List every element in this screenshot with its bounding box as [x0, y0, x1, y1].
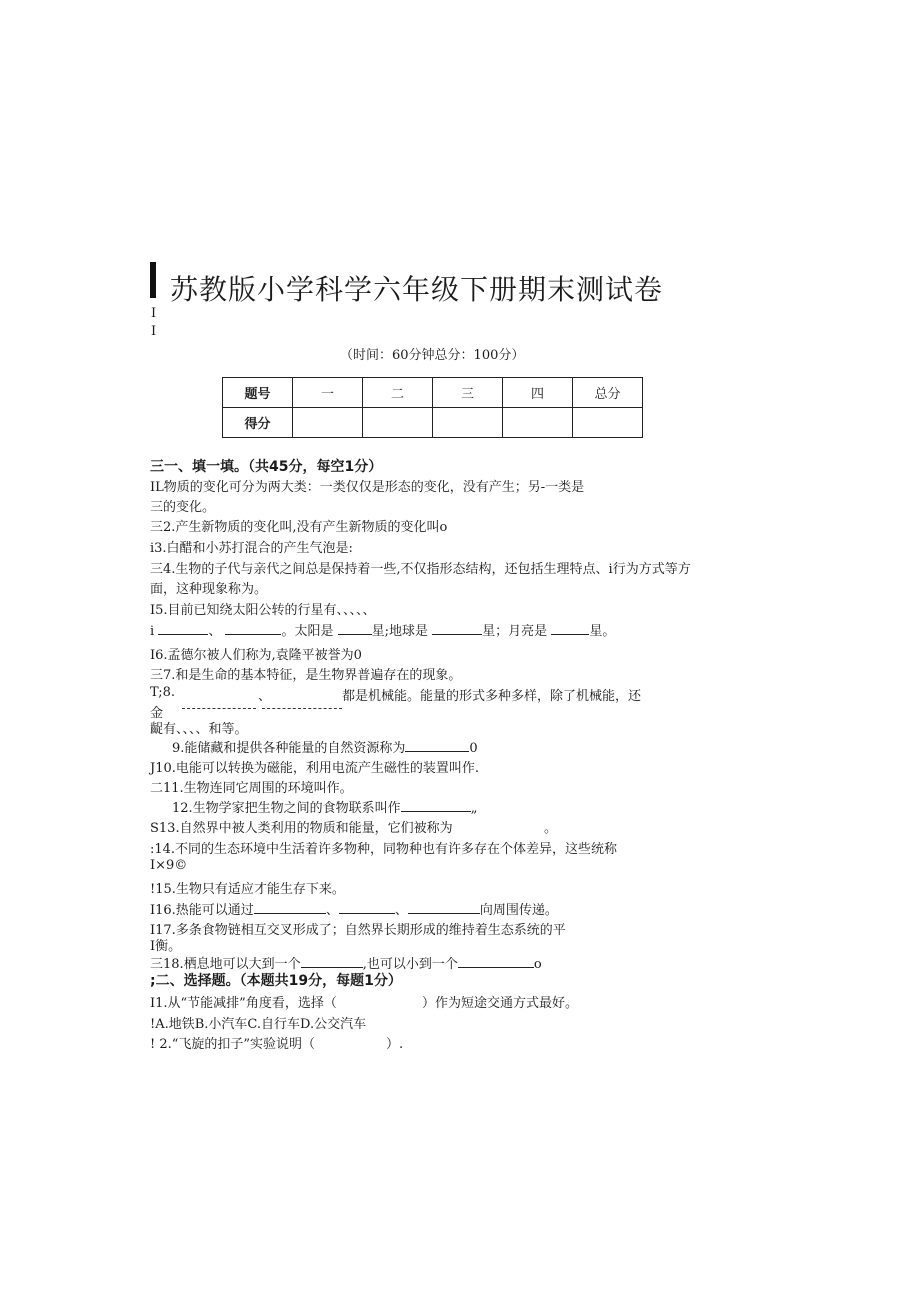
- answer-blank[interactable]: [254, 902, 326, 914]
- text: I16.热能可以通过: [150, 903, 254, 918]
- question-line: !15.生物只有适应才能生存下来。: [150, 882, 345, 897]
- question-line: I17.多条食物链相互交叉形成了；自然界长期形成的维持着生态系统的平: [150, 923, 566, 938]
- text: 、: [325, 903, 339, 918]
- score-cell: [293, 408, 363, 438]
- question-line: IL物质的变化可分为两大类：一类仅仅是形态的变化，没有产生；另-一类是: [150, 480, 585, 495]
- question-line: 三的变化。: [150, 500, 216, 515]
- answer-blank[interactable]: [338, 623, 372, 635]
- question-line: T;8.: [150, 685, 175, 700]
- question-line: [172, 737, 478, 756]
- score-row-label: 得分: [223, 408, 293, 438]
- page-title: 苏教版小学科学六年级下册期末测试卷: [170, 273, 664, 306]
- text: 星。: [589, 624, 616, 639]
- side-mark: I: [151, 306, 157, 321]
- answer-blank[interactable]: [301, 956, 363, 968]
- score-table-header-row: [223, 378, 643, 408]
- score-cell: [503, 408, 573, 438]
- question-line: [150, 899, 558, 918]
- question-line: 三7.和是生命的基本特征，是生物界普遍存在的现象。: [150, 668, 462, 683]
- text: 9.能储藏和提供各种能量的自然资源称为: [172, 741, 406, 756]
- question-line: [172, 797, 477, 816]
- text: 、: [258, 689, 272, 704]
- score-cell: [573, 408, 643, 438]
- text: 星；月亮是: [482, 624, 548, 639]
- question-line: 面，这种现象称为。: [150, 582, 268, 597]
- question-line: ! 2.“飞旋的扣子”实验说明（: [150, 1037, 316, 1052]
- answer-blank[interactable]: [182, 708, 256, 709]
- score-table-header: 总分: [573, 378, 643, 408]
- question-line: :14.不同的生态环境中生活着许多物种，同物种也有许多存在个体差异，这些统称: [150, 842, 618, 857]
- score-table-header: 三: [433, 378, 503, 408]
- text: 0: [469, 741, 478, 756]
- exam-info: （时间：60分钟总分：100分）: [340, 348, 525, 363]
- text: ）.: [386, 1037, 404, 1052]
- answer-blank[interactable]: [225, 623, 281, 635]
- title-mark: [150, 262, 156, 298]
- text: 星;地球是: [371, 624, 429, 639]
- score-table-row: [223, 408, 643, 438]
- answer-blank[interactable]: [458, 956, 534, 968]
- options-line: !A.地铁B.小汽车C.自行车D.公交汽车: [150, 1017, 367, 1032]
- text: „: [470, 801, 478, 816]
- text: o: [533, 957, 542, 972]
- section-heading: ;二、选择题。（本题共19分，每题1分）: [150, 973, 402, 989]
- text: 。: [544, 821, 558, 836]
- text: 金: [150, 706, 164, 721]
- question-line: S13.自然界中被人类利用的物质和能量，它们被称为: [150, 821, 453, 836]
- answer-blank[interactable]: [432, 623, 482, 635]
- score-table-header: 四: [503, 378, 573, 408]
- question-line: I×9©: [150, 858, 188, 873]
- answer-blank[interactable]: [339, 902, 395, 914]
- score-table-header: 一: [293, 378, 363, 408]
- text: 向周围传递。: [479, 903, 558, 918]
- question-line: 齪有、、、、和等。: [150, 722, 248, 737]
- score-cell: [363, 408, 433, 438]
- question-line: 都是机械能。能量的形式多种多样，除了机械能，还: [342, 689, 642, 704]
- question-line: 三2.产生新物质的变化叫,没有产生新物质的变化叫o: [150, 520, 448, 535]
- section-heading: 三一、填一填。（共45分，每空1分）: [150, 459, 383, 475]
- text: 、: [208, 624, 222, 639]
- question-line: I5.目前已知绕太阳公转的行星有、、、、、: [150, 603, 376, 618]
- answer-blank[interactable]: [408, 902, 480, 914]
- question-line: J10.电能可以转换为磁能，利用电流产生磁性的装置叫作.: [150, 761, 480, 776]
- answer-blank[interactable]: [405, 740, 469, 752]
- text: 12.生物学家把生物之间的食物联系叫作: [172, 801, 401, 816]
- question-line: 二11.生物连同它周围的环境叫作。: [150, 781, 353, 796]
- answer-blank[interactable]: [262, 708, 342, 709]
- score-table-header: 题号: [223, 378, 293, 408]
- question-line: I6.孟德尔被人们称为,袁隆平被誉为0: [150, 648, 362, 663]
- score-table: [222, 377, 643, 438]
- question-line: I1.从“节能减排”角度看，选择（: [150, 996, 337, 1011]
- question-line: [150, 620, 615, 639]
- score-cell: [433, 408, 503, 438]
- answer-blank[interactable]: [401, 800, 471, 812]
- question-line: 三4.生物的子代与亲代之间总是保持着一些,不仅指形态结构，还包括生理特点、i行为方式等方: [150, 562, 691, 577]
- text: 、: [394, 903, 408, 918]
- answer-blank[interactable]: [551, 623, 589, 635]
- side-mark: I: [151, 324, 157, 339]
- text: 。太阳是: [281, 624, 334, 639]
- answer-blank[interactable]: [158, 623, 208, 635]
- text: ,也可以小到一个: [362, 957, 458, 972]
- question-line: I衡。: [150, 939, 182, 954]
- text: i: [150, 624, 155, 639]
- text: ）作为短途交通方式最好。: [422, 996, 579, 1011]
- question-line: i3.白醋和小苏打混合的产生气泡是:: [150, 541, 353, 556]
- text: 三18.栖息地可以大到一个: [150, 957, 301, 972]
- score-table-header: 二: [363, 378, 433, 408]
